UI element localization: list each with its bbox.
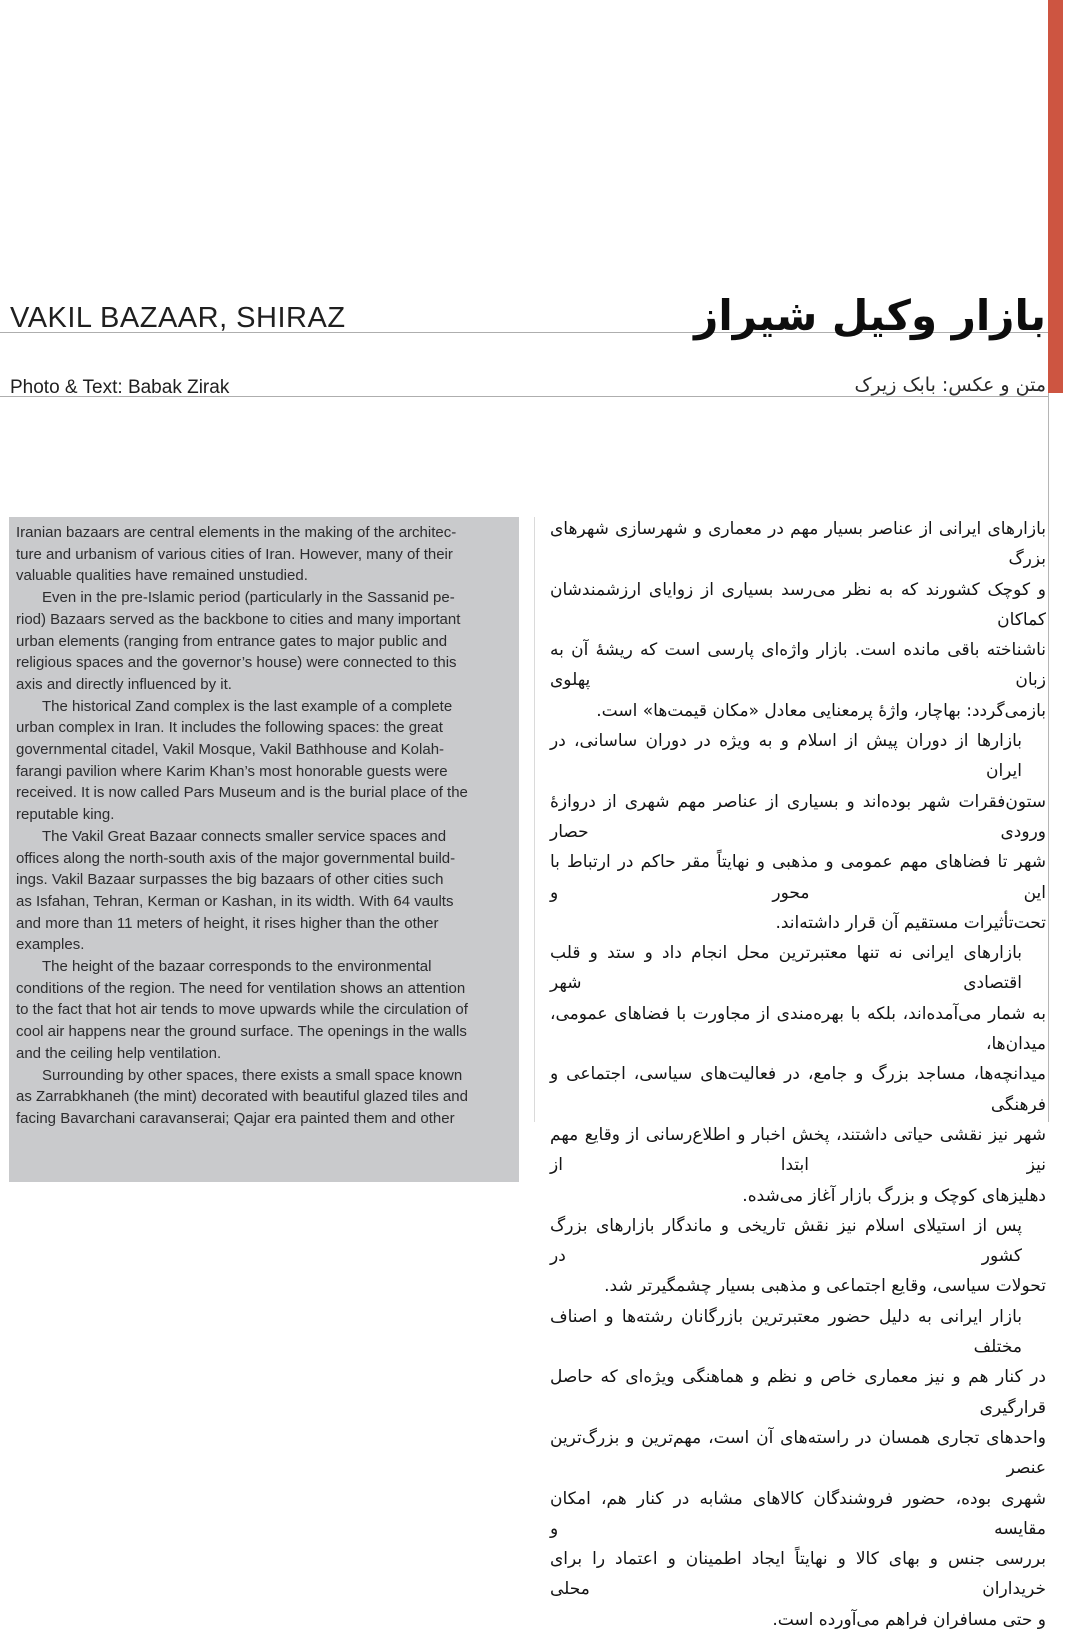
- column-divider-rule: [534, 517, 535, 1122]
- paragraph: [550, 938, 1046, 1211]
- text-line: بازارها از دوران پیش از اسلام و به ویژه در دوران ساسانی، در ایران: [550, 731, 1022, 782]
- text-line: و حتی مسافران فراهم می‌آورده است.: [772, 1609, 1046, 1630]
- text-line: Iranian bazaars are central elements in the making of the architec-: [16, 524, 457, 541]
- text-line: بررسی جنس و بهای کالا و نهایتاً ایجاد اطمینان و اعتماد را برای خریداران محلی: [550, 1549, 1046, 1600]
- text-line: واحدهای تجاری همسان در راسته‌های آن است، مهم‌ترین و بزرگ‌ترین عنصر: [550, 1427, 1046, 1479]
- text-line: cool air happens near the ground surface. The openings in the walls: [16, 1023, 467, 1041]
- text-line: The height of the bazaar corresponds to the environmental: [42, 958, 432, 976]
- text-line: facing Bavarchani caravanserai; Qajar era painted them and other: [16, 1109, 455, 1127]
- paragraph: [16, 696, 513, 826]
- text-line: conditions of the region. The need for ventilation shows an attention: [16, 979, 466, 997]
- text-line: religious spaces and the governor’s house) were connected to this: [16, 654, 457, 672]
- text-line: urban elements (ranging from entrance gates to major public and: [16, 632, 448, 650]
- paragraph: [550, 1302, 1046, 1635]
- text-line: در کنار هم و نیز معماری خاص و نظم و هماهنگی ویژه‌ای که حاصل قرارگیری: [550, 1367, 1046, 1418]
- text-line: بازار ایرانی به دلیل حضور معتبرترین بازرگانان رشته‌ها و اصناف مختلف: [550, 1306, 1022, 1358]
- text-line: ture and urbanism of various cities of Iran. However, many of their: [16, 545, 453, 563]
- text-line: to the fact that hot air tends to move upwards while the circulation of: [16, 1001, 468, 1019]
- text-line: farangi pavilion where Karim Khan’s most honorable guests were: [16, 762, 448, 780]
- text-line: governmental citadel, Vakil Mosque, Vakil Bathhouse and Kolah-: [16, 741, 445, 759]
- text-line: The historical Zand complex is the last example of a complete: [42, 697, 453, 715]
- text-line: urban complex in Iran. It includes the following spaces: the great: [16, 719, 443, 737]
- paragraph: [16, 1065, 513, 1130]
- text-line: پس از استیلای اسلام نیز نقش تاریخی و ماندگار بازارهای بزرگ کشور در: [550, 1215, 1022, 1267]
- text-line: شهر تا فضاهای مهم عمومی و مذهبی و نهایتاً مقر حاکم در ارتباط با این محور و: [550, 852, 1046, 903]
- text-line: and more than 11 meters of height, it rises higher than the other: [16, 914, 439, 932]
- article-title-persian: بازار وکیل شیراز: [694, 291, 1046, 340]
- text-line: به شمار می‌آمده‌اند، بلکه با بهره‌مندی از مجاورت با فضاهای عمومی، میدان‌ها،: [550, 1003, 1046, 1055]
- text-line: دهلیزهای کوچک و بزرگ بازار آغاز می‌شده.: [742, 1185, 1046, 1206]
- text-line: The Vakil Great Bazaar connects smaller service spaces and: [42, 827, 447, 845]
- english-text-column: [9, 517, 519, 1182]
- right-column-rule: [1048, 393, 1049, 1122]
- paragraph: [550, 514, 1046, 726]
- text-line: شهر نیز نقشی حیاتی داشتند، پخش اخبار و اطلاع‌رسانی از وقایع مهم نیز ابتدا از: [550, 1124, 1046, 1176]
- text-line: بازارهای ایرانی نه تنها معتبرترین محل انجام داد و ستد و قلب اقتصادی شهر: [550, 943, 1022, 994]
- text-line: تحت‌تأثیرات مستقیم آن قرار داشته‌اند.: [775, 912, 1046, 933]
- article-title-english: VAKIL BAZAAR, SHIRAZ: [10, 302, 346, 334]
- paragraph: [16, 956, 513, 1065]
- text-line: ings. Vakil Bazaar surpasses the big bazaars of other cities such: [16, 871, 444, 889]
- text-line: ستون‌فقرات شهر بوده‌اند و بسیاری از عناصر مهم شهری از دروازهٔ ورودی حصار: [550, 791, 1046, 842]
- text-line: axis and directly influenced by it.: [16, 675, 232, 693]
- text-line: بازارهای ایرانی از عناصر بسیار مهم در معماری و شهرسازی شهرهای بزرگ: [550, 519, 1046, 570]
- text-line: و کوچک کشورند که به نظر می‌رسد بسیاری از زوایای ارزشمندشان کماکان: [550, 579, 1046, 630]
- text-line: شهری بوده، حضور فروشندگان کالاهای مشابه در کنار هم، امکان مقایسه و: [550, 1488, 1046, 1539]
- accent-bar: [1048, 0, 1063, 393]
- byline-persian: متن و عکس: بابک زیرک: [854, 374, 1046, 396]
- paragraph: [16, 522, 513, 587]
- text-line: Even in the pre-Islamic period (particularly in the Sassanid pe-: [42, 589, 455, 607]
- text-line: examples.: [16, 936, 85, 954]
- persian-text-column: [550, 514, 1046, 1630]
- byline-english: Photo & Text: Babak Zirak: [10, 377, 230, 398]
- text-line: offices along the north-south axis of the major governmental build-: [16, 849, 456, 867]
- text-line: valuable qualities have remained unstudied.: [16, 567, 308, 585]
- paragraph: [16, 826, 513, 956]
- text-line: تحولات سیاسی، وقایع اجتماعی و مذهبی بسیار چشمگیرتر شد.: [604, 1276, 1046, 1297]
- text-line: riod) Bazaars served as the backbone to cities and many important: [16, 610, 461, 628]
- paragraph: [16, 587, 513, 696]
- text-line: بازمی‌گردد: بهاچار، واژهٔ پرمعنایی معادل «مکان قیمت‌ها» است.: [596, 700, 1046, 721]
- text-line: and the ceiling help ventilation.: [16, 1044, 222, 1062]
- text-line: received. It is now called Pars Museum and is the burial place of the: [16, 784, 468, 802]
- text-line: Surrounding by other spaces, there exists a small space known: [42, 1066, 463, 1084]
- paragraph: [550, 726, 1046, 938]
- text-line: as Zarrabkhaneh (the mint) decorated with beautiful glazed tiles and: [16, 1088, 468, 1106]
- text-line: reputable king.: [16, 806, 115, 824]
- text-line: as Isfahan, Tehran, Kerman or Kashan, in its width. With 64 vaults: [16, 892, 454, 910]
- text-line: میدانچه‌ها، مساجد بزرگ و جامع، در فعالیت‌های سیاسی، اجتماعی و فرهنگی: [550, 1064, 1046, 1115]
- text-line: ناشناخته باقی مانده است. بازار واژه‌ای پارسی است که ریشهٔ آن به زبان پهلوی: [550, 640, 1046, 691]
- paragraph: [550, 1211, 1046, 1302]
